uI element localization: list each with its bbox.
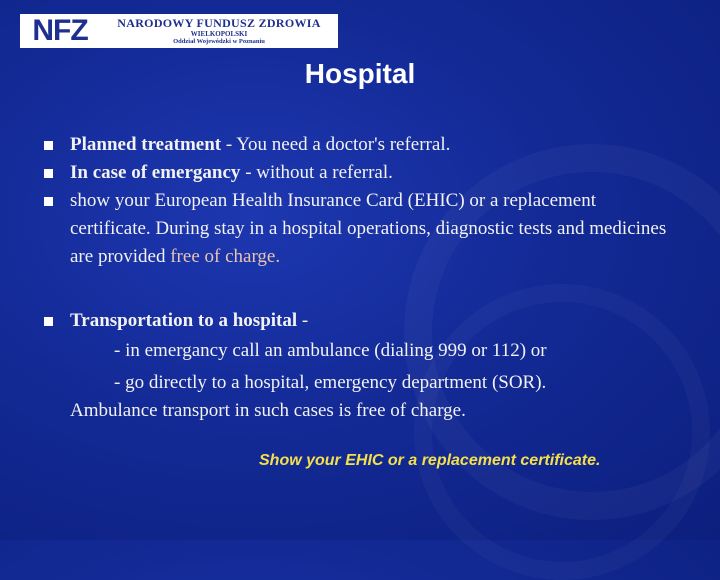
bullet-bold: Transportation to a hospital bbox=[70, 310, 298, 331]
bullet-marker-icon bbox=[44, 197, 53, 206]
bullet-text: - bbox=[297, 310, 309, 331]
bullet-text: show your European Health Insurance Card (EHIC) or a replacement certificate. During stay in a hospital operations, diagnostic tests and medicines are provided bbox=[70, 190, 667, 267]
transport-line-sor: - go directly to a hospital, emergency department (SOR). bbox=[114, 372, 547, 393]
bullet-item-emergency bbox=[44, 159, 674, 187]
bullet-list bbox=[44, 131, 674, 425]
bullet-marker-icon bbox=[44, 141, 53, 150]
bullet-marker-icon bbox=[44, 317, 53, 326]
bullet-item-ehic bbox=[44, 187, 674, 271]
transport-line-free: Ambulance transport in such cases is free of charge. bbox=[70, 400, 466, 421]
logo-mark bbox=[20, 14, 100, 48]
nfz-logo bbox=[20, 14, 338, 48]
ehic-note: Show your EHIC or a replacement certificate. bbox=[259, 452, 601, 469]
transport-line-ambulance: - in emergancy call an ambulance (dialing 999 or 112) or bbox=[114, 340, 547, 361]
bullet-text: - You need a doctor's referral. bbox=[221, 134, 451, 155]
spacer bbox=[44, 271, 674, 307]
logo-line3: Oddział Wojewódzki w Poznaniu bbox=[173, 37, 265, 45]
bullet-bold: In case of emergancy bbox=[70, 162, 241, 183]
bullet-item-transport bbox=[44, 307, 674, 425]
bullet-text: - without a referral. bbox=[240, 162, 393, 183]
bullet-item-planned bbox=[44, 131, 674, 159]
free-of-charge-text: free of charge. bbox=[170, 246, 281, 267]
logo-text bbox=[100, 17, 338, 46]
bullet-marker-icon bbox=[44, 169, 53, 178]
slide-title: Hospital bbox=[304, 58, 416, 89]
logo-line2: WIELKOPOLSKI bbox=[190, 29, 248, 38]
logo-line1: NARODOWY FUNDUSZ ZDROWIA bbox=[117, 15, 321, 30]
bullet-bold: Planned treatment bbox=[70, 134, 222, 155]
logo-mark-text: NFZ bbox=[32, 14, 88, 47]
